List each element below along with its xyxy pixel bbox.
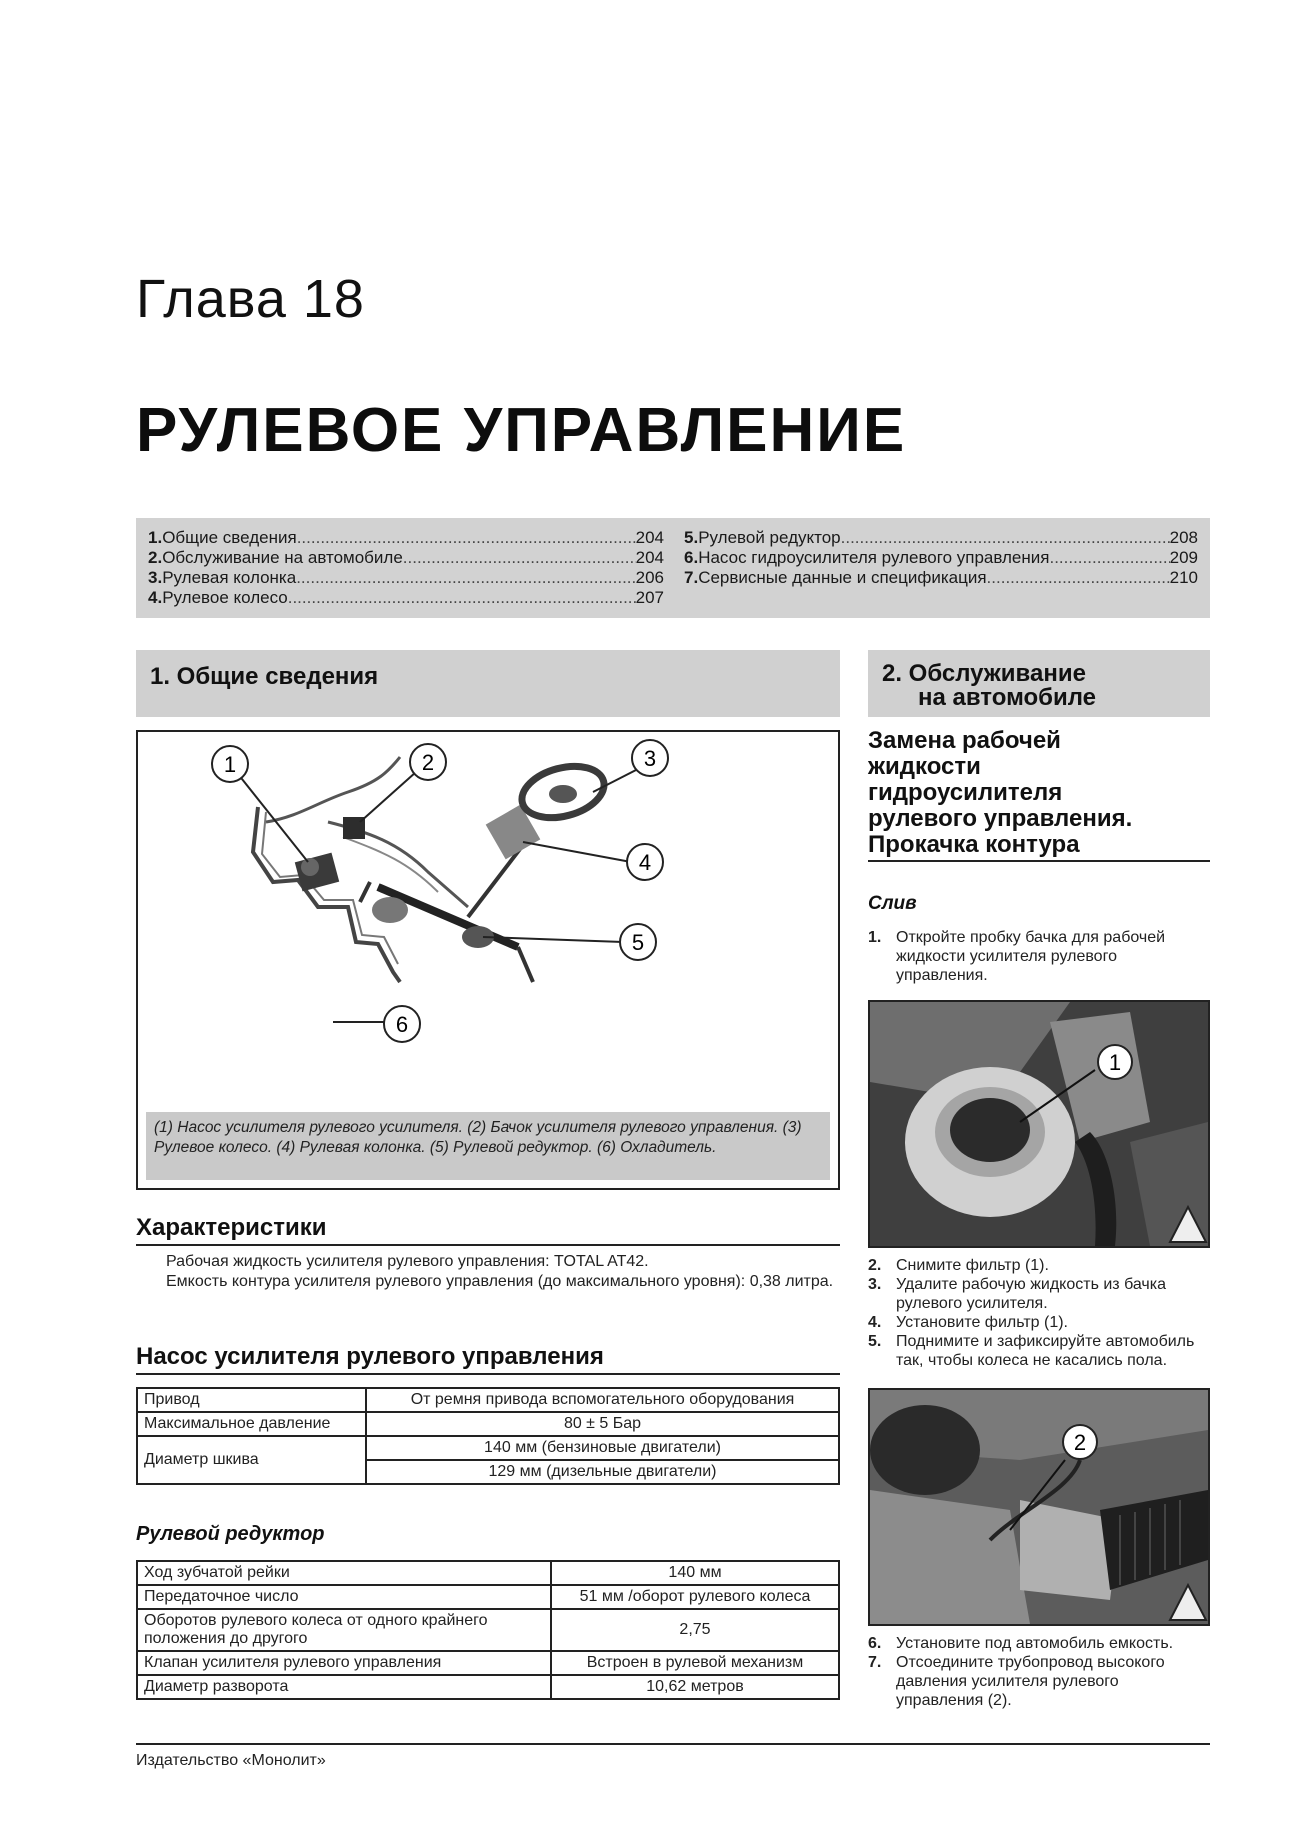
toc-leader	[297, 528, 636, 548]
callout-6	[384, 1006, 420, 1042]
chapter-number: Глава 18	[136, 269, 365, 329]
table-row	[137, 1609, 839, 1651]
toc-item-title: Обслуживание на автомобиле	[162, 548, 403, 567]
table-cell-label: Привод	[137, 1388, 366, 1412]
table-cell-value: 10,62 метров	[551, 1675, 839, 1699]
characteristics-heading: Характеристики	[136, 1214, 840, 1246]
section-title-line1: 2. Обслуживание	[882, 660, 1086, 687]
table-row	[137, 1388, 839, 1412]
step-text: Установите под автомобиль емкость.	[896, 1635, 1174, 1652]
list-item	[868, 1653, 1210, 1710]
table-cell-label: Передаточное число	[137, 1585, 551, 1609]
toc-item-title: Общие сведения	[162, 528, 297, 547]
procedure-title	[868, 728, 1210, 862]
step-number: 3.	[868, 1276, 882, 1293]
callout-3	[632, 740, 668, 776]
steering-system-diagram	[136, 730, 840, 1190]
photo1-callout-label: 1	[1108, 1050, 1122, 1075]
toc-item-title: Рулевой редуктор	[698, 528, 841, 547]
callout-1	[212, 746, 248, 782]
toc-leader	[403, 548, 636, 568]
toc-item[interactable]	[148, 588, 664, 608]
table-cell-value: Встроен в рулевой механизм	[551, 1651, 839, 1675]
chapter-toc	[136, 518, 1210, 618]
step-text: Отсоедините трубопровод высокого давления усилителя рулевого управления (2).	[896, 1654, 1165, 1709]
rack-boot-left	[372, 897, 408, 923]
toc-item-page: 206	[635, 568, 664, 587]
table-cell-label: Клапан усилителя рулевого управления	[137, 1651, 551, 1675]
callout-4	[627, 844, 663, 880]
toc-item-page: 208	[1169, 528, 1198, 547]
toc-item-title: Рулевая колонка	[162, 568, 297, 587]
section-title-line2: на автомобиле	[918, 684, 1097, 711]
toc-item-number: 7.	[684, 568, 699, 587]
toc-item-number: 4.	[148, 588, 163, 607]
section-header-maintenance	[868, 650, 1210, 717]
callout-4-label: 4	[638, 850, 652, 875]
toc-item-title: Рулевое колесо	[162, 588, 288, 607]
step-list-1	[868, 928, 1210, 985]
toc-item-page: 204	[635, 548, 664, 567]
gear-spec-table	[136, 1560, 840, 1700]
list-item	[868, 1313, 1210, 1332]
pump-spec-table	[136, 1387, 840, 1485]
step-text: Снимите фильтр (1).	[896, 1257, 1049, 1274]
capacity-spec-text: Емкость контура усилителя рулевого управления (до максимального уровня): 0,38 литра.	[166, 1273, 834, 1290]
pump-pulley	[301, 858, 319, 876]
reservoir-photo-illustration	[870, 1002, 1208, 1246]
section-title: 1. Общие сведения	[150, 663, 379, 690]
step-text: Установите фильтр (1).	[896, 1314, 1068, 1331]
toc-leader	[841, 528, 1170, 548]
step-text: Удалите рабочую жидкость из бачка рулевого усилителя.	[896, 1276, 1167, 1312]
reservoir-photo	[868, 1000, 1210, 1248]
procedure-title-line: Замена рабочей	[868, 727, 1061, 754]
table-row	[137, 1412, 839, 1436]
step-number: 1.	[868, 929, 882, 946]
callout-2-label: 2	[421, 750, 435, 775]
table-cell-label: Оборотов рулевого колеса от одного крайнего положения до другого	[137, 1609, 551, 1651]
pressure-line-photo-illustration	[870, 1390, 1208, 1624]
toc-item-page: 204	[635, 528, 664, 547]
table-cell-value: 140 мм	[551, 1561, 839, 1585]
procedure-title-line: Прокачка контура	[868, 831, 1080, 858]
step-number: 7.	[868, 1654, 882, 1671]
steering-system-illustration	[138, 732, 838, 1112]
table-cell-value: 51 мм /оборот рулевого колеса	[551, 1585, 839, 1609]
toc-leader	[1049, 548, 1169, 568]
table-cell-label: Диаметр разворота	[137, 1675, 551, 1699]
toc-leader	[987, 568, 1170, 588]
toc-item[interactable]	[148, 568, 664, 588]
step-number: 6.	[868, 1635, 882, 1652]
publisher-footer: Издательство «Монолит»	[136, 1752, 326, 1769]
list-item	[868, 928, 1210, 985]
step-list-2	[868, 1256, 1210, 1370]
toc-item-number: 6.	[684, 548, 699, 567]
table-cell-label: Диаметр шкива	[137, 1436, 366, 1484]
procedure-title-line: гидроусилителя	[868, 779, 1063, 806]
callout-1-label: 1	[223, 752, 237, 777]
photo2-callout-label: 2	[1073, 1430, 1087, 1455]
chapter-title: РУЛЕВОЕ УПРАВЛЕНИЕ	[136, 396, 907, 465]
toc-item-number: 2.	[148, 548, 163, 567]
toc-item[interactable]	[148, 528, 664, 548]
table-row	[137, 1651, 839, 1675]
pump-heading: Насос усилителя рулевого управления	[136, 1343, 840, 1375]
table-cell-value: 2,75	[551, 1609, 839, 1651]
table-cell-label: Ход зубчатой рейки	[137, 1561, 551, 1585]
toc-column-right	[684, 528, 1198, 588]
toc-item-number: 1.	[148, 528, 163, 547]
step-text: Откройте пробку бачка для рабочей жидкости усилителя рулевого управления.	[896, 929, 1166, 984]
table-cell-value: 129 мм (дизельные двигатели)	[366, 1460, 839, 1484]
toc-item-page: 210	[1169, 568, 1198, 587]
toc-item[interactable]	[148, 548, 664, 568]
footer-divider	[136, 1743, 1210, 1745]
table-cell-value: От ремня привода вспомогательного оборудования	[366, 1388, 839, 1412]
step-number: 2.	[868, 1257, 882, 1274]
toc-item-title: Сервисные данные и спецификация	[698, 568, 987, 587]
list-item	[868, 1634, 1210, 1653]
callout-5-label: 5	[631, 930, 645, 955]
toc-item[interactable]	[684, 528, 1198, 548]
step-number: 4.	[868, 1314, 882, 1331]
table-cell-label: Максимальное давление	[137, 1412, 366, 1436]
table-cell-value: 140 мм (бензиновые двигатели)	[366, 1436, 839, 1460]
step-text: Поднимите и зафиксируйте автомобиль так, чтобы колеса не касались пола.	[896, 1333, 1195, 1369]
callout-2	[410, 744, 446, 780]
drain-heading: Слив	[868, 893, 917, 914]
toc-leader	[296, 568, 635, 588]
list-item	[868, 1275, 1210, 1313]
steering-wheel-hub	[549, 785, 577, 803]
toc-item-number: 3.	[148, 568, 163, 587]
toc-item-number: 5.	[684, 528, 699, 547]
step-list-3	[868, 1634, 1210, 1710]
table-row	[137, 1675, 839, 1699]
toc-leader	[288, 588, 636, 608]
procedure-title-line: жидкости	[868, 753, 981, 780]
table-cell-value: 80 ± 5 Бар	[366, 1412, 839, 1436]
list-item	[868, 1256, 1210, 1275]
toc-column-left	[148, 528, 664, 608]
toc-item-title: Насос гидроусилителя рулевого управления	[698, 548, 1050, 567]
callout-5	[620, 924, 656, 960]
callout-6-label: 6	[395, 1012, 409, 1037]
toc-item[interactable]	[684, 568, 1198, 588]
list-item	[868, 1332, 1210, 1370]
toc-item-page: 209	[1169, 548, 1198, 567]
fluid-spec-text: Рабочая жидкость усилителя рулевого управления: TOTAL AT42.	[166, 1253, 649, 1270]
gear-heading: Рулевой редуктор	[136, 1523, 325, 1545]
table-row	[137, 1561, 839, 1585]
step-number: 5.	[868, 1333, 882, 1350]
section-header-general	[136, 650, 840, 717]
procedure-title-line: рулевого управления.	[868, 805, 1133, 832]
table-row	[137, 1436, 839, 1460]
diagram-caption: (1) Насос усилителя рулевого усилителя. (2) Бачок усилителя рулевого управления. (3) Рулевое колесо. (4) Рулевая колонка. (5) Рулевой редуктор. (6) Охладитель.	[146, 1112, 830, 1180]
pressure-line-photo	[868, 1388, 1210, 1626]
table-row	[137, 1585, 839, 1609]
toc-item-page: 207	[635, 588, 664, 607]
callout-3-label: 3	[643, 746, 657, 771]
toc-item[interactable]	[684, 548, 1198, 568]
